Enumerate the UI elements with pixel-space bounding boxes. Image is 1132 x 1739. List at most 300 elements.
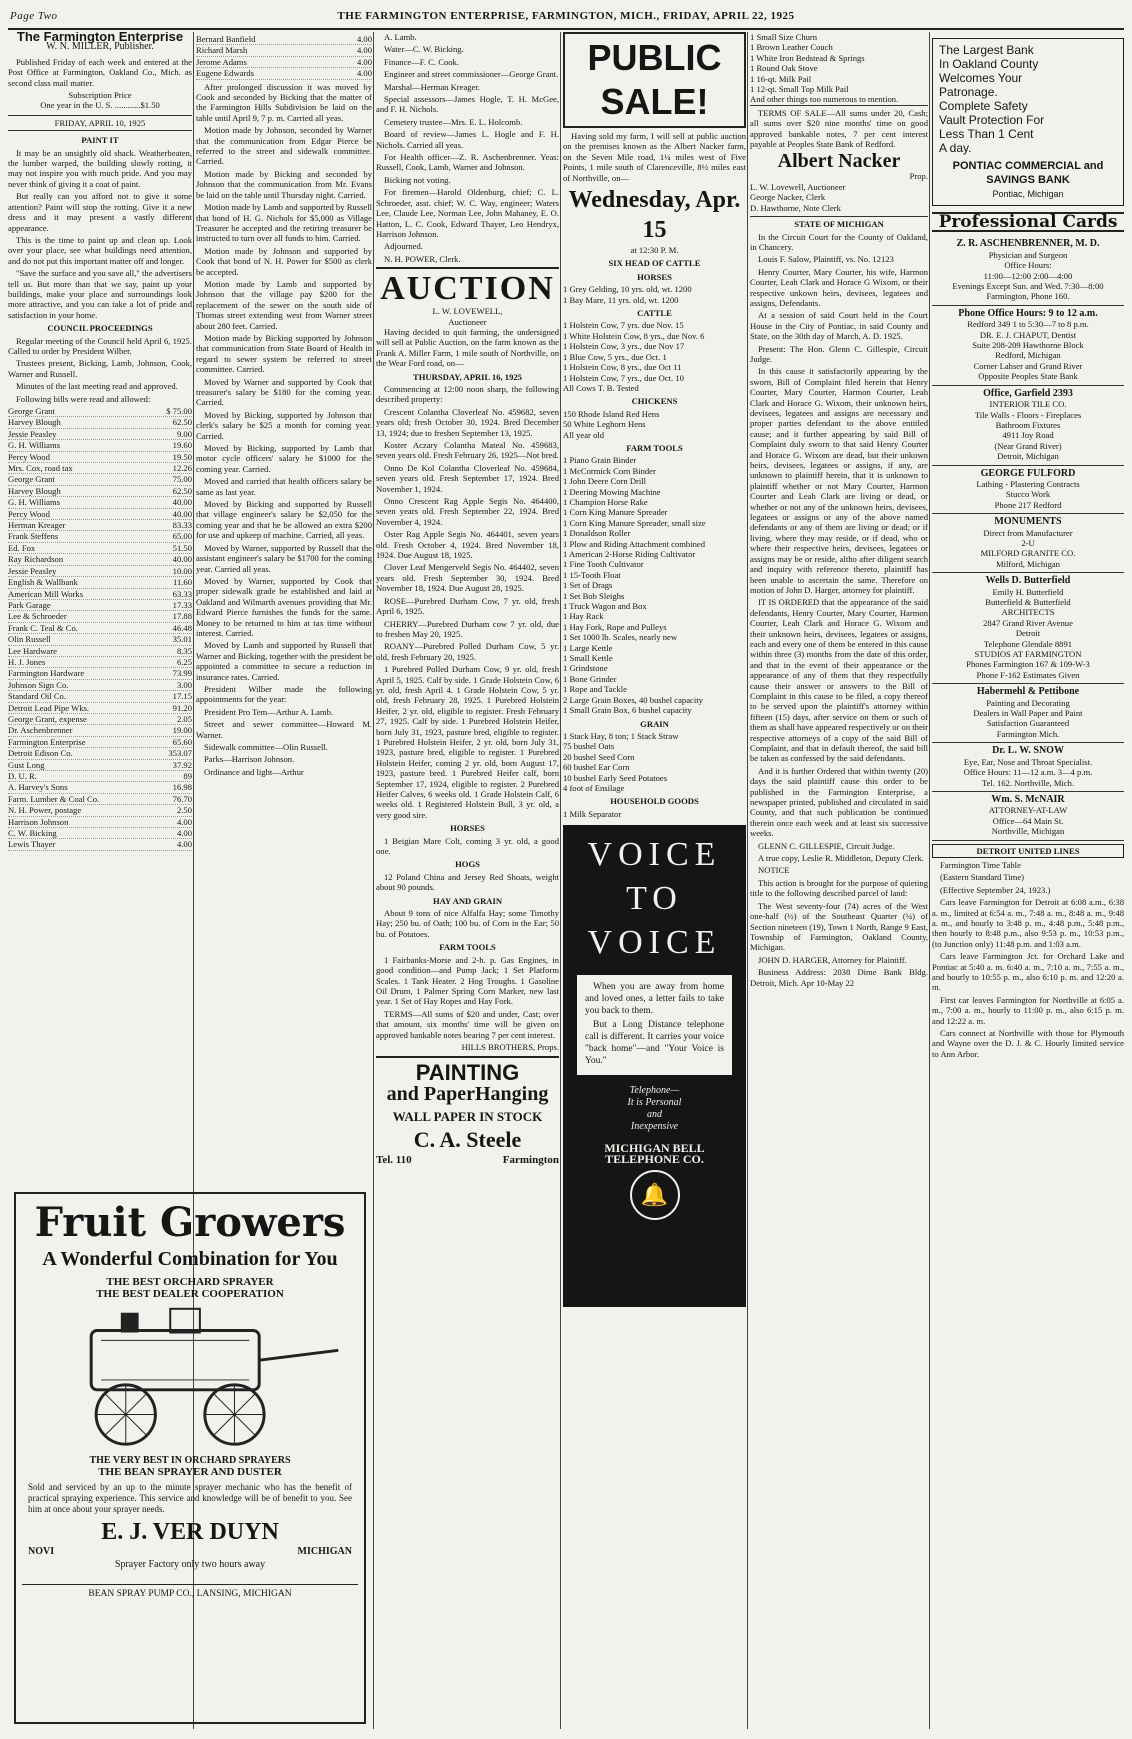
bill-amount: 4.00 (356, 34, 372, 44)
card-line: Redford, Michigan (995, 350, 1061, 361)
bill-payee: Percy Wood (8, 508, 50, 519)
motion-paragraph: Ordinance and light—Arthur (204, 766, 304, 777)
card-line: Satisfaction Guaranteed (986, 718, 1070, 729)
bill-row (8, 509, 192, 520)
bill-row (196, 68, 372, 79)
appointment-paragraph: For firemen—Harold Oldenburg, chief; C. L. Schroeder, asst. chief; W. C. Way, engineer; Waters Lee, Claude Lee, Norman Lee, John Mahaney, E. O. Hatton, L. C. Cook, Edward Thayer, Leo Hendryx, Harrison Johnson. (376, 187, 559, 239)
bill-row (8, 623, 192, 634)
bill-amount: 17.88 (172, 611, 192, 622)
bill-payee: A. Harvey's Sons (8, 782, 68, 793)
bill-payee: Percy Wood (8, 451, 50, 462)
bill-amount: 4.00 (356, 68, 372, 79)
paper-name: The Farmington Enterprise (16, 32, 184, 44)
bill-row (8, 452, 192, 463)
card-line: Farmington, Phone 160. (986, 291, 1070, 302)
editorial-paragraph: It may be an unsightly old shack. Weatherbeaten, the lumber warped, the building slowly rotting, it may not inspire you with much pride. And you may never think of giving it a coat of paint. (8, 147, 192, 189)
fruit-body: Sold and serviced by an up to the minute sprayer mechanic who has the benefit of practical spraying experience. This service and knowledge will be of benefit to you. See him at once about your sprayer needs. (28, 1482, 352, 1514)
sale-list (750, 32, 928, 105)
column-2 (196, 32, 372, 1184)
card-line: Opposite Peoples State Bank (978, 371, 1078, 382)
legal-paragraph: JOHN D. HARGER, Attorney for Plaintiff. (758, 954, 907, 965)
bill-amount: 4.00 (176, 816, 192, 827)
list-line: 1 Plow and Riding Attachment combined (563, 538, 706, 549)
fruit-title: Fruit Growers (34, 1199, 346, 1246)
auction-item: Koster Aczary Colantha Mateal No. 459683, seven years old. Fresh February 26, 1925—Not bred. (376, 440, 559, 461)
card-line: Z. R. ASCHENBRENNER, M. D. (956, 238, 1100, 250)
bill-amount: 353.07 (168, 748, 192, 759)
bill-row (8, 634, 192, 645)
professional-card (932, 514, 1124, 573)
bill-amount: 83.33 (172, 520, 192, 531)
professional-card (932, 743, 1124, 792)
bills-list (196, 34, 372, 80)
voice-tag: It is Personal (627, 1097, 682, 1109)
owner-name: Albert Nacker (777, 150, 901, 173)
bill-row (8, 760, 192, 771)
bill-payee: Eugene Edwards (196, 68, 254, 79)
bill-amount: 16.98 (172, 782, 192, 793)
list-line: 1 Small Grain Box, 6 bushel capacity (563, 705, 692, 716)
auction-item: Onno Crescent Rag Apple Segis No. 464400, seven years old. Fresh September 22, 1924. Bred November 4, 1924. (376, 496, 559, 527)
bill-row (8, 691, 192, 702)
appointment-paragraph: N. H. POWER, Clerk. (384, 253, 461, 264)
bill-row (8, 486, 192, 497)
bill-row (8, 566, 192, 577)
bank-town: Pontiac, Michigan (992, 189, 1064, 199)
appointment-paragraph: Marshal—Herman Kreager. (384, 81, 480, 92)
bill-amount: 2.50 (176, 805, 192, 816)
professional-card (932, 306, 1124, 386)
section-title: FARM TOOLS (439, 942, 496, 953)
list-line: 1 White Holstein Cow, 8 yrs., due Nov. 6 (563, 330, 705, 341)
bill-amount: 62.50 (172, 417, 192, 428)
motion-paragraph: Moved and carried that health officers salary be same as last year. (196, 476, 372, 497)
voice-word: VOICE (587, 924, 722, 962)
section-title: SIX HEAD OF CATTLE (608, 258, 701, 269)
bill-payee: Frank Steffens (8, 531, 59, 542)
column-1 (8, 32, 192, 1184)
auctioneer-sub: Auctioneer (448, 316, 487, 327)
painting-ad-name: C. A. Steele (413, 1127, 522, 1153)
sale-list (563, 455, 746, 715)
fruit-line: THE BEST DEALER COOPERATION (96, 1288, 284, 1300)
card-line: Phone Office Hours: 9 to 12 a.m. (958, 307, 1098, 319)
bill-amount: 89 (183, 771, 192, 781)
card-line: Painting and Decorating (986, 697, 1070, 708)
auctioneer: L. W. LOVEWELL, (432, 306, 503, 317)
card-line: Telephone Glendale 8891 (983, 638, 1073, 649)
list-line: 1 Corn King Manure Spreader, small size (563, 517, 706, 528)
card-line: 2847 Grand River Avenue (983, 617, 1073, 628)
list-line: 60 bushel Ear Corn (563, 762, 630, 773)
card-line: Wm. S. McNAIR (991, 793, 1065, 805)
bill-amount: 19.60 (172, 440, 192, 451)
motion-paragraph: Moved by Bicking, supported by Lamb that motor cycle officers' salary be $1000 for the coming year. Carried. (196, 443, 372, 474)
bill-payee: Mrs. Cox, road tax (8, 463, 73, 474)
list-line: Patronage. (939, 85, 998, 99)
bill-payee: Dr. Aschenbrenner (8, 725, 73, 736)
card-line: (Near Grand River) (994, 440, 1062, 451)
legal-paragraph: In this cause it satisfactorily appearing by the sworn, Bill of Complaint filed herein that Henry Courter, Mary Courter, Harmon Courter, Leah Clark and Horace G. Wixom, their unknown heirs, devisees, legatees and assigns are necessary and proper parties defendant to the above entitled cause; and it further appearing by said Bill of Complaint duly sworn to that said Henry Courter and Horace G. Wixom are dead, but their unkown heirs, devisees, legatees or assigns, if any, are unknown to plaintiff herein, that it is unknown to plaintiff whether or not Mary Courter, Harmon Courter and Leah Clark are living or dead, or whether or not any of the unknown heirs, devisees, legatees or assigns or any of the above named defendants or any of them are living or dead; or if living, where they may reside, or if dead, who or where their respective heirs, devisees, legatees or assigns may be or reside, altho after diligent search and inquiry with reference thereto, plaintiff has been unable to ascertain the same. Therefore on motion of John D. Harger, attorney for plaintiff. (750, 366, 928, 595)
motion-paragraph: Motion made by Lamb and supported by Johnson that the village pay $200 for the replacement of the sewer on the south side of Thomas street extending west from Warner street about 280 feet. Carried. (196, 278, 372, 331)
list-line: 1 Blue Cow, 5 yrs., due Oct. 1 (563, 351, 667, 362)
bill-amount: 4.00 (176, 828, 192, 839)
card-line: Office Hours: 11—12 a.m. 3—4 p.m. (963, 767, 1093, 778)
bill-amount: 11.60 (172, 577, 192, 588)
card-line: MILFORD GRANITE CO. (980, 548, 1076, 559)
sale-list (563, 284, 746, 305)
company-name: BEAN SPRAY PUMP CO., LANSING, MICHIGAN (22, 1584, 358, 1599)
bill-payee: N. H. Power, postage (8, 805, 82, 816)
professional-cards (932, 236, 1124, 840)
bill-payee: G. H. Williams (8, 497, 61, 508)
time-table-line: Cars connect at Northville with those for Plymouth and Wayne over the D. J. & C. Hourly limited service to Ann Arbor. (932, 1028, 1124, 1059)
list-line: 1 Small Kettle (563, 653, 613, 664)
card-line: Tel. 162. Northville, Mich. (981, 777, 1075, 788)
voice-tag: Telephone— (629, 1085, 680, 1097)
list-line: 1 Stack Hay, 8 ton; 1 Stack Straw (563, 730, 679, 741)
motion-paragraph: Moved by Bicking and supported by Russell that village engineer's salary be $2,050 for the coming year and that he be allowed an extra $200 for use and upkeep of machine. Carried, all yeas. (196, 499, 372, 541)
motion-paragraph: President Wilber made the following appointments for the year: (196, 683, 372, 705)
editorial-title: PAINT IT (81, 135, 119, 146)
list-line: 75 bushel Oats (563, 741, 615, 752)
bill-row (8, 440, 192, 451)
auction-item: CHERRY—Purebred Durham cow 7 yr. old, due to freshen May 20, 1925. (376, 618, 559, 639)
card-line: Corner Lahser and Grand River (973, 360, 1083, 371)
list-line: 1 12-qt. Small Top Milk Pail (750, 84, 849, 95)
auction-item: Commencing at 12:00 noon sharp, the following described property: (376, 383, 559, 405)
bill-row (8, 680, 192, 691)
auction-item: 12 Poland China and Jersey Red Shoats, weight about 90 pounds. (376, 871, 559, 893)
bill-amount: 17.15 (172, 691, 192, 702)
bill-row (8, 703, 192, 714)
legal-notice (750, 232, 928, 988)
list-line: D. Hawthorne, Note Clerk (750, 202, 841, 213)
voice-tag: Inexpensive (630, 1121, 679, 1133)
list-line: L. W. Lovewell, Auctioneer (750, 181, 846, 192)
appointment-paragraph: Adjourned. (384, 241, 423, 252)
list-line: 1 Piano Grain Binder (563, 455, 637, 466)
bill-payee: Bernard Banfield (196, 34, 256, 44)
professional-card (932, 684, 1124, 743)
bill-row (8, 589, 192, 600)
list-line: 1 Grindstone (563, 663, 608, 674)
motion-paragraph: President Pro Tem—Arthur A. Lamb. (204, 706, 334, 717)
card-line: Office, Garfield 2393 (983, 387, 1073, 399)
list-line: 1 Truck Wagon and Box (563, 601, 647, 612)
bank-lines (939, 43, 1117, 155)
list-line: 20 bushel Seed Corn (563, 751, 635, 762)
legal-paragraph: Henry Courter, Mary Courter, his wife, Harmon Courter, Leah Clark and Horace G Wixom, or their respective unkown heirs, devisees, legatees and assigns, Defendants. (750, 266, 928, 308)
list-line: 1 16-qt. Milk Pail (750, 73, 812, 84)
auction-signature: HILLS BROTHERS, Props. (461, 1041, 559, 1052)
masthead: THE FARMINGTON ENTERPRISE, FARMINGTON, MICH., FRIDAY, APRIL 22, 1925 (337, 10, 795, 22)
motion-paragraph: Motion made by Johnson, seconded by Warner that the communication from Edgar Pierce be referred to the street and sidewalk committee. Carried. (196, 125, 372, 167)
legal-paragraph: This action is brought for the purpose of quieting title to the following described parcel of land: (750, 877, 928, 899)
bill-payee: Jessie Peasley (8, 565, 57, 576)
motion-paragraph: Motion made by Bicking and seconded by Johnson that the communication from Mr. Evans be laid on the table until Thursday night. Carried. (196, 168, 372, 200)
bill-amount: 3.00 (176, 679, 192, 690)
list-line: Complete Safety (939, 99, 1028, 113)
list-line: 1 American 2-Horse Riding Cultivator (563, 549, 696, 559)
time-table-line: (Effective September 24, 1923.) (940, 884, 1051, 895)
bill-row (8, 600, 192, 611)
card-line: Milford, Michigan (996, 558, 1060, 569)
auction-item: ROANY—Purebred Polled Durham Cow, 5 yr. old, fresh February 20, 1925. (376, 641, 559, 662)
appointment-paragraph: Finance—F. C. Cook. (384, 56, 459, 67)
motion-paragraph: Sidewalk committee—Olin Russell. (204, 742, 328, 752)
list-line: 1 Holstein Cow, 7 yrs. due Nov. 15 (563, 320, 684, 331)
card-line: ATTORNEY-AT-LAW (988, 805, 1068, 816)
sale-staff (750, 182, 928, 213)
sale-time: at 12:30 P. M. (630, 245, 679, 256)
bill-row (8, 577, 192, 588)
list-line: All Cows T. B. Tested (563, 382, 639, 393)
list-line: 1 Hay Fork, Rope and Pulleys (563, 621, 667, 632)
bill-row (8, 417, 192, 428)
professional-card (932, 573, 1124, 684)
bill-amount: 9.00 (176, 428, 192, 439)
bill-row (8, 406, 192, 417)
section-title: GRAIN (640, 718, 669, 729)
card-line: Evenings Except Sun. and Wed. 7:30—8:00 (952, 281, 1104, 292)
time-table-line: Cars leave Farmington Jct. for Orchard Lake and Pontiac at 5:40 a. m. 6:40 a. m., 7:10 a. m., 7:55 a. m., and hourly to 10:55 p. m., also 6:10 p. m. and 12:20 a. m. (932, 951, 1124, 993)
section-title: FARM TOOLS (626, 442, 683, 453)
appointment-paragraph: Cemetery trustee—Mrs. E. L. Holcomb. (384, 116, 523, 127)
list-line: 1 Champion Horse Rake (563, 496, 648, 507)
bill-row (8, 520, 192, 531)
bill-row (8, 839, 192, 850)
voice-body: When you are away from home and loved ones, a letter fails to take you back to them. (585, 982, 724, 1017)
card-line: Habermehl & Pettibone (976, 686, 1080, 698)
column-4 (563, 32, 746, 1729)
card-line: Direct from Manufacturer (983, 527, 1073, 538)
bill-row (8, 714, 192, 725)
card-line: MONUMENTS (994, 516, 1062, 528)
sale-list (563, 731, 746, 793)
bill-payee: Farm. Lumber & Coal Co. (8, 793, 100, 804)
section-title: CHICKENS (631, 396, 678, 407)
bill-amount: 10.00 (172, 565, 192, 576)
voice-word: VOICE (587, 836, 722, 874)
motion-paragraph: Moved by Warner and supported by Cook that treasurer's salary be $180 for the coming year. Carried. (196, 376, 372, 408)
bill-payee: Olin Russell (8, 634, 51, 645)
owner-prop: Prop. (909, 171, 928, 182)
card-line: Phones Farmington 167 & 109-W-3 (966, 659, 1090, 670)
appointment-paragraph: For Health officer—Z. R. Aschenbrenner. Yeas: Russell, Cook, Lamb, Warner and Johnson. (376, 152, 559, 173)
list-line: 1 White Iron Bedstead & Springs (750, 52, 865, 63)
painting-ad-tel: Tel. 110 (376, 1154, 412, 1167)
legal-paragraph: Louis F. Salow, Plaintiff, vs. No. 12123 (758, 254, 894, 265)
time-table-line: Cars leave Farmington for Detroit at 6:08 a.m., 6:38 a. m., limited at 6:54 a. m., 7:48 a. m., 8:48 a. m., 9:48 a. m., and hourly to 3:48 p. m., 4:48 p.m., 5:48 p.m., then hourly to 8:48 p.m., also 9:53 p. m., 10:53 p.m., (to Junction only) 11:48 p.m. and 1:03 a.m. (932, 897, 1124, 949)
list-line: 1 Corn King Manure Spreader (563, 507, 668, 518)
painting-ad (376, 1056, 559, 1165)
time-table-line: (Eastern Standard Time) (940, 872, 1025, 883)
bill-amount: 35.01 (172, 634, 192, 645)
list-line: 1 Set 1000 lb. Scales, nearly new (563, 632, 678, 643)
dul-title: DETROIT UNITED LINES (932, 844, 1124, 858)
bill-amount: 91.20 (172, 702, 192, 713)
bill-payee: H. J. Jones (8, 656, 46, 667)
bill-row (8, 794, 192, 805)
auction-item: About 9 tons of nice Alfalfa Hay; some Timothy Hay; 250 bu. of Oath; 100 bu. of Corn in the Ear; 50 bu. of Potatoes. (376, 908, 559, 939)
editorial-paragraph: This is the time to paint up and clean up. Look over your place, see what buildings need attention, and do not put this important matter off and longer. (8, 234, 192, 266)
bill-amount: 37.92 (172, 759, 192, 770)
list-line: 1 Deering Mowing Machine (563, 486, 661, 497)
bill-payee: American Mill Works (8, 588, 84, 599)
legal-paragraph: Present: The Hon. Glenn C. Gillespie, Circuit Judge. (750, 343, 928, 364)
bank-ad (932, 38, 1124, 206)
bill-row (8, 543, 192, 554)
bill-amount: 40.00 (172, 554, 192, 565)
card-line: Phone F-162 Estimates Given (976, 669, 1080, 680)
section-title: HOGS (455, 859, 480, 870)
section-title: HORSES (450, 823, 485, 834)
professional-card (932, 466, 1124, 515)
column-6 (932, 32, 1124, 1729)
fruit-line: THE BEST ORCHARD SPRAYER (106, 1276, 274, 1288)
appointment-paragraph: Bicking not voting. (384, 174, 451, 185)
list-line: 1 Brown Leather Couch (750, 42, 833, 53)
legal-paragraph: And it is further Ordered that within twenty (20) days the said plaintiff cause this order to be published in the Farmington Enterprise, a newspaper printed, published and circulated in said County, and that such publication be continued therein once each week and at least six successive weeks. (750, 765, 928, 839)
list-line: 1 Bay Mare, 11 yrs. old, wt. 1200 (563, 294, 679, 305)
list-line: 1 Set Bob Sleighs (563, 590, 625, 601)
motion-paragraph: Moved by Warner, supported by Russell that the assistant engineer's salary be $1700 for the coming year. Carried all yeas. (196, 542, 372, 574)
bill-amount: 73.99 (172, 668, 192, 679)
bill-amount: 6.25 (176, 656, 192, 667)
list-line: 1 John Deere Corn Drill (563, 476, 647, 487)
painting-ad-town: Farmington (502, 1154, 559, 1167)
bell-company: MICHIGAN BELL TELEPHONE CO. (604, 1141, 705, 1166)
time-table-line: Farmington Time Table (940, 859, 1021, 870)
bill-amount: 75.00 (172, 474, 192, 485)
auction-date: THURSDAY, APRIL 16, 1925 (413, 371, 522, 382)
bill-payee: Ed. Fox (8, 542, 36, 553)
card-line: Bathroom Fixtures (995, 419, 1061, 430)
bill-payee: Jessie Peasley (8, 428, 57, 439)
bill-amount: 4.00 (356, 45, 372, 56)
bill-row (8, 668, 192, 679)
legal-paragraph: GLENN C. GILLESPIE, Circuit Judge. (758, 840, 895, 851)
sale-date: Wednesday, Apr. 15 (568, 187, 741, 244)
list-line: 50 White Leghorn Hens (563, 419, 646, 430)
list-line: 150 Rhode Island Red Hens (563, 408, 660, 419)
bill-amount: 2.05 (176, 713, 192, 724)
voice-tag: and (647, 1109, 662, 1121)
auction-item: 1 Purebred Polled Durham Cow, 9 yr. old, fresh April 5, 1925. Calf by side. 1 Grade Holstein Cow, 6 yr. old, fresh April 4. 1 Grade Holstein Cow, 5 yr. old, fresh February 28, 1925. 1 Purebred Holstein Heifer, 2 yr. old, eligible to register. Fresh February 27, 1925. Calf by side. 1 Purebred Holstein Heifer, born July 31, 1923, pasture bred, eligible to register. 1 Purebred Holstein Heifer, 2 yr. old, born July 31, 1923, pasture bred, eligible to register. 1 Purebred Holstein Heifer, coming 2 yr. old, born August 17, 1923, pasture bred. 1 Purebred Heifer calf, born September 17, 1924, eligible to register. 2 Purebred Heifer Calves, 6 weeks old. 1 Grade Holstein Calf, 6 weeks old. 1 Registered Holstein Bull, 3 yr. old, a very good sire. (376, 664, 559, 820)
council-paragraph: Following bills were read and allowed: (16, 393, 151, 404)
legal-paragraph: A true copy, Leslie R. Middleton, Deputy Clerk. (758, 853, 924, 864)
card-line: Detroit, Michigan (997, 451, 1059, 462)
motion-paragraph: Parks—Harrison Johnson. (204, 754, 295, 765)
appointment-paragraph: Special assessors—James Hogle, T. H. McGee, and F. H. Nichols. (376, 94, 559, 115)
card-line: DR. E. J. CHAPUT, Dentist (979, 329, 1077, 340)
bill-row (8, 828, 192, 839)
bills-list (8, 406, 192, 851)
page-header (8, 6, 1124, 30)
card-line: Stucco Work (1005, 489, 1051, 500)
list-line: 1 Bone Grinder (563, 673, 617, 684)
fruit-line: THE BEAN SPRAYER AND DUSTER (98, 1466, 282, 1478)
auction-item: Oster Rag Apple Segis No. 464401, seven years old. Fresh October 4, 1924. Bred November 18, 1924. Due August 18, 1925. (376, 529, 559, 561)
bill-row (8, 531, 192, 542)
subscription-line: One year in the U. S. ............$1.50 (40, 100, 160, 111)
bill-row (8, 737, 192, 748)
card-line: Farmington Mich. (996, 728, 1060, 739)
time-table-line: First car leaves Farmington for Northville at 6:05 a. m., 7:00 a. m., hourly to 11:00 p. m., also 6:15 p. m. and 12:22 a. m. (932, 994, 1124, 1026)
council-paragraph: Regular meeting of the Council held April 6, 1925. Called to order by President Wilber. (8, 335, 192, 356)
bill-amount: 40.00 (172, 497, 192, 508)
auction-title: AUCTION (380, 270, 555, 308)
bill-payee: Park Garage (8, 599, 51, 610)
bill-row (8, 805, 192, 816)
list-line: 1 Round Oak Stove (750, 63, 818, 74)
bill-payee: Lee & Schroeder (8, 611, 67, 622)
list-line: 1 Rope and Tackle (563, 684, 627, 695)
sprayer-wagon-illustration (22, 1300, 358, 1450)
bill-payee: Gust Long (8, 759, 45, 770)
card-line: Eye, Ear, Nose and Throat Specialist. (963, 756, 1093, 767)
bill-payee: English & Wallbank (8, 577, 78, 588)
section-title: HAY AND GRAIN (432, 895, 503, 906)
council-motions (196, 82, 372, 778)
list-line: The Largest Bank (939, 43, 1034, 57)
legal-paragraph: The West seventy-four (74) acres of the West one-half (½) of the Southeast Quarter (¼) of Section nineteen (19), Town 1 North, Range 9 East, Township of Farmington, Oakland County, Michigan. (750, 900, 928, 953)
list-line: 1 Donaldson Roller (563, 528, 631, 539)
auction-item: Clover Leaf Mengerveld Segis No. 464402, seven years old. Fresh September 30, 1924. Bred November 18, 1924. Due August 28, 1925. (376, 562, 559, 594)
bill-payee: Ray Richardson (8, 554, 64, 565)
bill-payee: George Grant (8, 406, 55, 416)
bill-payee: Lee Hardware (8, 645, 57, 656)
card-line: 4911 Joy Road (1002, 430, 1054, 441)
fruit-growers-ad (14, 1192, 366, 1724)
sale-list (563, 409, 746, 440)
auction-list (376, 384, 559, 820)
bill-payee: Farmington Enterprise (8, 736, 86, 747)
list-line: 1 Grey Gelding, 10 yrs. old, wt. 1200 (563, 284, 692, 295)
bill-amount: 40.00 (172, 508, 192, 519)
list-line: 1 Small Size Churn (750, 32, 818, 42)
card-line: Dealers in Wall Paper and Paint (973, 708, 1083, 719)
painting-ad-line: and PaperHanging (386, 1083, 549, 1106)
legal-title: STATE OF MICHIGAN (750, 216, 928, 229)
appointment-paragraph: Board of review—James L. Hogle and F. H. Nichols. Carried all yeas. (376, 129, 559, 150)
legal-paragraph: At a session of said Court held in the Court House in the City of Pontiac, in said County and State, on the 30th day of March, A. D. 1925. (750, 310, 928, 342)
council-appointments (376, 32, 559, 264)
dealer-state: MICHIGAN (297, 1546, 352, 1557)
bill-payee: G. H. Williams (8, 440, 61, 451)
bill-row (8, 657, 192, 668)
list-line: In Oakland County (939, 57, 1039, 71)
list-line: Vault Protection For (939, 113, 1045, 127)
bill-amount: 51.50 (172, 542, 192, 553)
list-line: 4 foot of Ensilage (563, 782, 625, 793)
list-line: 10 bushel Early Seed Potatoes (563, 772, 668, 783)
bill-amount: 46.48 (172, 622, 192, 633)
voice-body: But a Long Distance telephone call is different. It carries your voice "back home"—and "Your Voice is You." (585, 1020, 724, 1067)
painting-ad-line: WALL PAPER IN STOCK (392, 1109, 543, 1125)
bill-amount: 76.70 (172, 793, 192, 804)
column-5 (750, 32, 928, 1729)
section-title: HORSES (637, 271, 672, 282)
section-title: HOUSEHOLD GOODS (610, 796, 699, 807)
professional-cards-title: Professional Cards (932, 212, 1124, 232)
card-line: Butterfield & Butterfield (985, 597, 1071, 607)
bill-row (8, 771, 192, 782)
bill-row (8, 429, 192, 440)
bill-amount: 12.26 (172, 463, 192, 474)
bill-payee: George Grant, expense (8, 713, 87, 724)
